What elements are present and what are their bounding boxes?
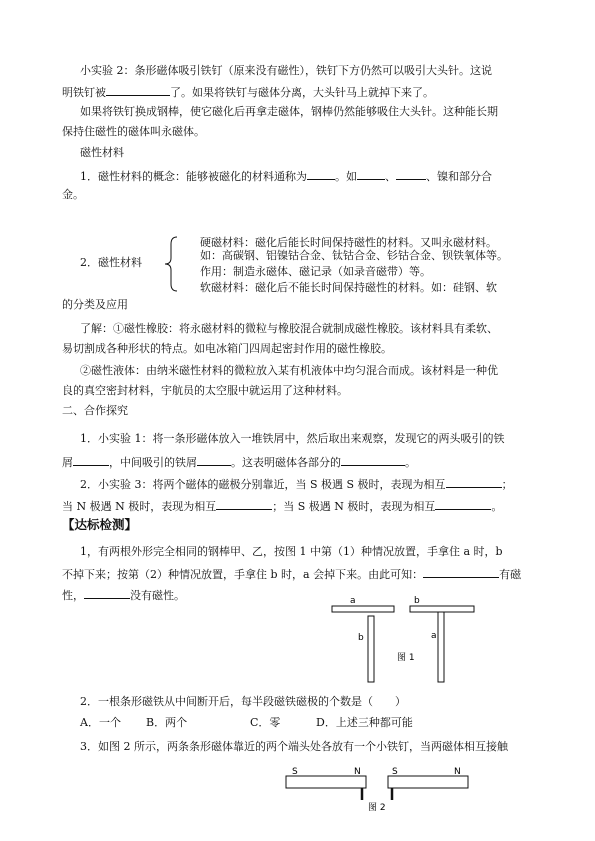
fill-blank[interactable]: [435, 498, 491, 510]
text-line: ②磁性液体：由纳米磁性材料的微粒放入某有机液体中均匀混合而成。该材料是一种优: [80, 364, 498, 377]
text-line: [62, 587, 185, 603]
fill-blank[interactable]: [396, 168, 426, 180]
text-line: 易切割成各种形状的特点。如电冰箱门四周起密封作用的磁性橡胶。: [62, 342, 392, 355]
option-row: [146, 716, 187, 730]
text-span: 1．磁性材料的概念：能够被磁化的材料通称为: [80, 170, 307, 183]
fill-blank[interactable]: [106, 84, 170, 96]
text-line: 良的真空密封材料，宇航员的太空服中就运用了这种材料。: [62, 384, 348, 397]
fill-blank[interactable]: [357, 168, 385, 180]
label-b-right: b: [414, 596, 420, 606]
text-line: 作用：制造永磁体、磁记录（如录音磁带）等。: [200, 265, 431, 278]
text-line: [80, 476, 513, 492]
text-line: 保持住磁性的磁体叫永磁体。: [62, 125, 205, 138]
fill-blank[interactable]: [197, 454, 231, 466]
text-span: 了。如果将铁钉与磁体分离，大头针马上就掉下来了。: [170, 86, 434, 99]
curly-brace: [163, 236, 179, 292]
text-line: 软磁材料：磁化后不能长时间保持磁性的材料。如：硅钢、软: [200, 281, 497, 294]
fill-blank[interactable]: [423, 566, 499, 578]
text-line: 了解：①磁性橡胶：将永磁材料的微粒与橡胶混合就制成磁性橡胶。该材料具有柔软、: [80, 322, 498, 335]
section-heading: 【达标检测】: [62, 517, 138, 532]
text-line: 的分类及应用: [62, 298, 128, 311]
text-line: [62, 84, 434, 100]
text-line: [62, 498, 502, 514]
text-line: 1．小实验 1：将一条形磁体放入一堆铁屑中，然后取出来观察，发现它的两头吸引的铁: [80, 432, 505, 445]
text-line: 金。: [62, 188, 84, 201]
text-line: 1，有两根外形完全相同的钢棒甲、乙，按图 1 中第（1）种情况放置，手拿住 a 时，b: [80, 545, 503, 558]
option-row: [250, 716, 280, 730]
text-line: [62, 566, 521, 582]
text-span: 。: [405, 456, 416, 469]
fill-blank[interactable]: [307, 168, 335, 180]
fill-blank[interactable]: [446, 476, 502, 488]
label-b-left: b: [358, 633, 364, 643]
option-a[interactable]: A．一个: [80, 716, 121, 729]
text-span: 没有磁性。: [130, 589, 185, 602]
text-line: 2．一根条形磁铁从中间断开后，每半段磁铁磁极的个数是（ ）: [80, 695, 406, 708]
pole-n-left: N: [354, 767, 361, 777]
fill-blank[interactable]: [216, 498, 272, 510]
text-line: 小实验 2：条形磁体吸引铁钉（原来没有磁性），铁钉下方仍然可以吸引大头针。这说: [80, 64, 492, 77]
option-d[interactable]: D．上述三种都可能: [316, 716, 413, 729]
text-span: 。: [491, 500, 503, 513]
pole-n-right: N: [454, 767, 461, 777]
option-row: [80, 716, 121, 730]
label-a-left: a: [350, 596, 356, 606]
text-line: 3．如图 2 所示，两条条形磁体靠近的两个端头处各放有一个小铁钉，当两磁体相互接触: [80, 740, 508, 753]
fill-blank[interactable]: [84, 587, 130, 599]
figure-2-caption: 图 2: [368, 803, 386, 813]
figure-1-diagram: [330, 592, 480, 684]
text-span: 、镍和部分合: [426, 170, 492, 183]
text-span: 2．小实验 3：将两个磁体的磁极分别靠近，当 S 极遇 S 极时，表现为相互: [80, 478, 446, 491]
text-line: 如：高碳钢、铝镍钴合金、钛钴合金、钐钴合金、钡铁氧体等。: [200, 249, 508, 262]
text-span: 屑: [62, 456, 73, 469]
section-title: 磁性材料: [80, 146, 124, 159]
text-span: 明铁钉被: [62, 86, 106, 99]
label-a-right: a: [431, 631, 437, 641]
text-line: [80, 168, 492, 184]
option-row: [316, 716, 413, 730]
fill-blank[interactable]: [341, 454, 405, 466]
text-span: 不掉下来；按第（2）种情况放置，手拿住 b 时，a 会掉下来。由此可知：: [62, 568, 424, 581]
text-span: 。这表明磁体各部分的: [231, 456, 341, 469]
pole-s-left: S: [292, 767, 298, 777]
text-line: 硬磁材料：磁化后能长时间保持磁性的材料。又叫永磁材料。: [200, 236, 497, 249]
option-b[interactable]: B．两个: [146, 716, 188, 729]
figure-2-diagram: [284, 762, 474, 818]
text-line: 如果将铁钉换成钢棒，使它磁化后再拿走磁体，钢棒仍然能够吸住大头针。这种能长期: [80, 105, 498, 118]
text-span: 、: [385, 170, 396, 183]
figure-1-caption: 图 1: [397, 653, 415, 663]
fill-blank[interactable]: [73, 454, 109, 466]
text-span: 当 N 极遇 N 极时，表现为相互: [62, 500, 217, 513]
section-title: 二、合作探究: [62, 404, 128, 417]
text-span: 性，: [62, 589, 84, 602]
pole-s-right: S: [392, 767, 398, 777]
text-span: ；当 S 极遇 N 极时，表现为相互: [272, 500, 436, 513]
text-span: ，中间吸引的铁屑: [109, 456, 197, 469]
text-span: 。如: [335, 170, 357, 183]
option-c[interactable]: C．零: [250, 716, 281, 729]
text-line: 2．磁性材料: [80, 256, 142, 269]
text-span: 有磁: [499, 568, 522, 581]
text-span: ；: [501, 478, 513, 491]
text-line: [62, 454, 416, 470]
